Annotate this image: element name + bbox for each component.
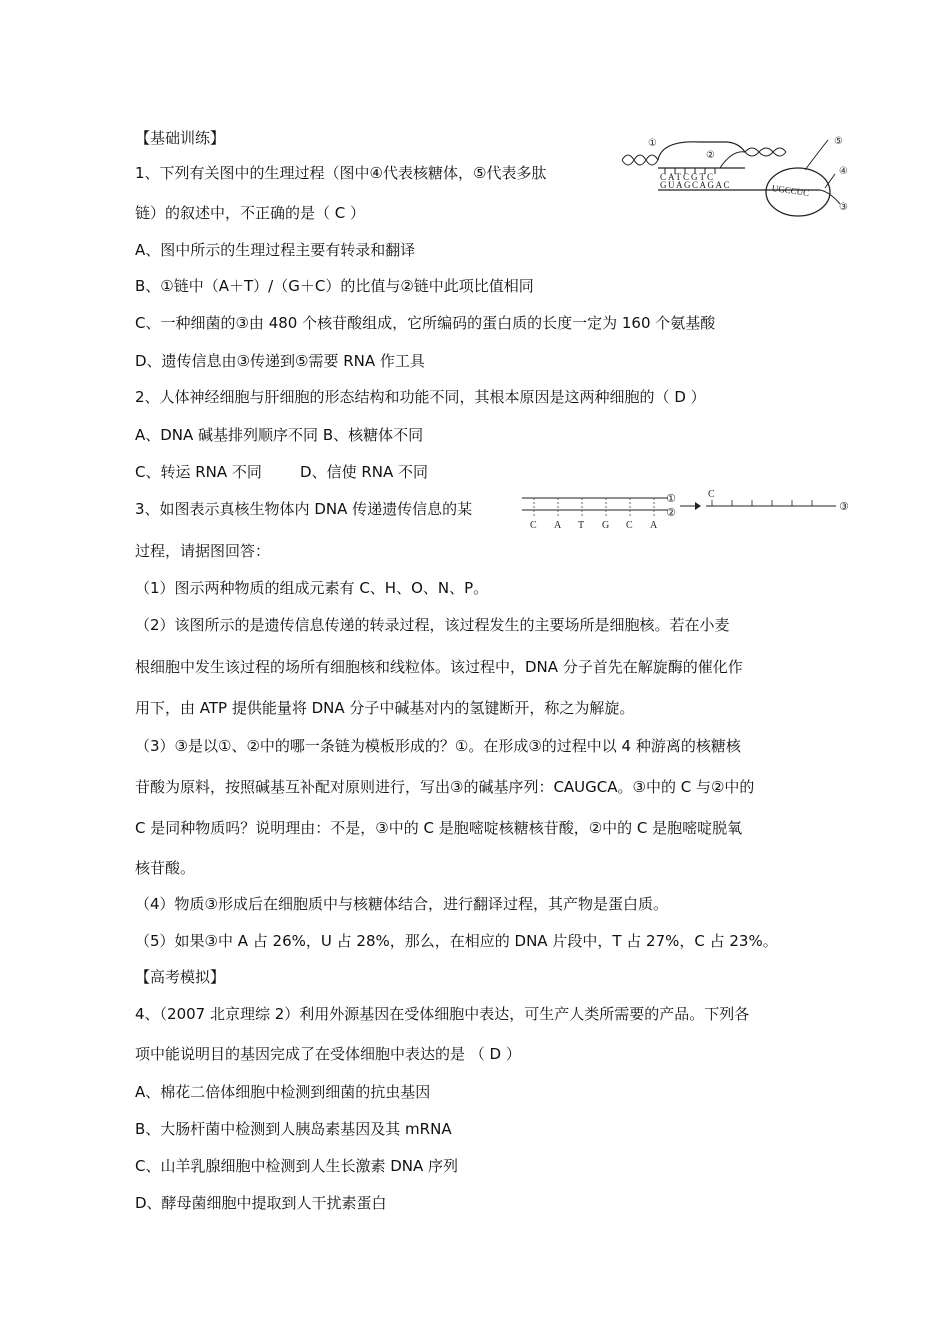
question-2-options-cd: C、转运 RNA 不同 D、信使 RNA 不同 [135,463,429,481]
question-3-answer-3-line2: 苷酸为原料，按照碱基互补配对原则进行，写出③的碱基序列：CAUGCA。③中的 C 与②中的 [135,778,755,796]
figure1-label-5: ⑤ [834,136,843,147]
question-4-option-a: A、棉花二倍体细胞中检测到细菌的抗虫基因 [135,1083,431,1101]
question-4-option-c: C、山羊乳腺细胞中检测到人生长激素 DNA 序列 [135,1157,459,1175]
figure2-base-1: C [530,520,537,531]
question-3-answer-2-line1: （2）该图所示的是遗传信息传递的转录过程，该过程发生的主要场所是细胞核。若在小麦 [135,616,730,634]
question-1-option-d: D、遗传信息由③传递到⑤需要 RNA 作工具 [135,352,425,370]
figure-dna-transcription [520,486,860,534]
figure2-label-3: ③ [839,500,849,513]
question-3-answer-2-line3: 用下，由 ATP 提供能量将 DNA 分子中碱基对内的氢键断开，称之为解旋。 [135,699,635,717]
section-heading-exam: 【高考模拟】 [135,968,226,986]
question-3-stem-line1: 3、如图表示真核生物体内 DNA 传递遗传信息的某 [135,500,473,518]
figure2-base-3: T [578,520,585,531]
question-4-stem-line1: 4、（2007 北京理综 2）利用外源基因在受体细胞中表达，可生产人类所需要的产品。下列各 [135,1005,750,1023]
figure2-base-5: C [626,520,633,531]
question-3-answer-5: （5）如果③中 A 占 26%，U 占 28%，那么，在相应的 DNA 片段中，T 占 27%，C 占 23%。 [135,932,778,950]
question-1-stem-line2: 链）的叙述中，不正确的是（ C ） [135,204,366,222]
question-3-answer-4: （4）物质③形成后在细胞质中与核糖体结合，进行翻译过程，其产物是蛋白质。 [135,895,668,913]
question-3-answer-3-line1: （3）③是以①、②中的哪一条链为模板形成的？①。在形成③的过程中以 4 种游离的核糖核 [135,737,741,755]
figure2-base-2: A [554,520,562,531]
question-3-answer-1: （1）图示两种物质的组成元素有 C、H、O、N、P。 [135,579,489,597]
question-1-option-a: A、图中所示的生理过程主要有转录和翻译 [135,241,416,259]
question-2-options-ab: A、DNA 碱基排列顺序不同 B、核糖体不同 [135,426,424,444]
question-3-answer-3-line4: 核苷酸。 [135,859,196,877]
figure1-ribosome-sequence: UGCCUC [771,182,810,199]
figure2-base-4: G [602,520,610,531]
question-2-stem: 2、人体神经细胞与肝细胞的形态结构和功能不同，其根本原因是这两种细胞的（ D ） [135,388,706,406]
question-4-option-b: B、大肠杆菌中检测到人胰岛素基因及其 mRNA [135,1120,452,1138]
figure2-label-1: ① [666,492,676,505]
figure1-label-1: ① [648,138,657,149]
figure1-label-2: ② [706,150,715,161]
figure1-label-4: ④ [839,166,848,177]
question-3-answer-2-line2: 根细胞中发生该过程的场所有细胞核和线粒体。该过程中，DNA 分子首先在解旋酶的催化作 [135,658,743,676]
question-1-option-c: C、一种细菌的③由 480 个核苷酸组成，它所编码的蛋白质的长度一定为 160 个氨基酸 [135,314,716,332]
question-3-stem-line2: 过程，请据图回答： [135,542,271,560]
question-3-answer-3-line3: C 是同种物质吗？说明理由：不是，③中的 C 是胞嘧啶核糖核苷酸，②中的 C 是胞嘧啶脱氧 [135,819,743,837]
figure-transcription-translation [620,130,860,225]
question-1-stem-line1: 1、下列有关图中的生理过程（图中④代表核糖体，⑤代表多肽 [135,164,547,182]
figure2-product-start: C [708,489,715,500]
question-4-stem-line2: 项中能说明目的基因完成了在受体细胞中表达的是 （ D ） [135,1045,521,1063]
section-heading-basic: 【基础训练】 [135,129,226,147]
figure1-bottom-sequence: GUAGCAGAC [660,180,732,190]
question-4-option-d: D、酵母菌细胞中提取到人干扰素蛋白 [135,1194,387,1212]
figure2-label-2: ② [666,506,676,519]
figure1-top-sequence: CATCGTC [660,172,716,182]
question-1-option-b: B、①链中（A＋T）/（G＋C）的比值与②链中此项比值相同 [135,277,534,295]
figure1-label-3: ③ [839,202,848,213]
figure2-base-6: A [650,520,658,531]
